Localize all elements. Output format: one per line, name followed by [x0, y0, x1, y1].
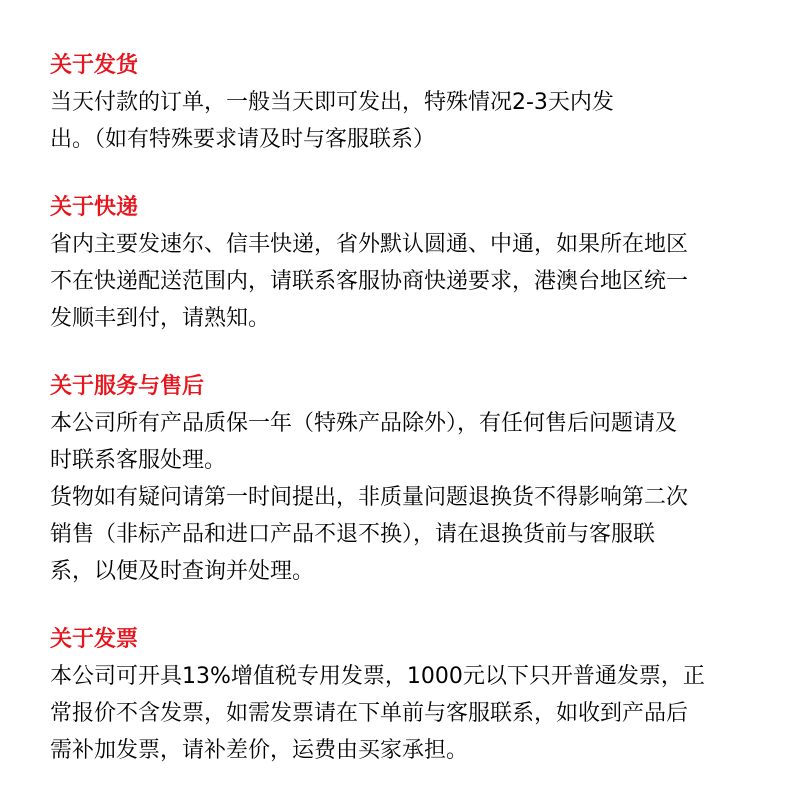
- shipping-section: [50, 48, 760, 158]
- after-sales-section: [50, 369, 760, 590]
- invoice-text-line-1: 本公司可开具13%增值税专用发票，1000元以下只开普通发票，正: [50, 664, 705, 689]
- invoice-heading: 关于发票: [50, 627, 139, 652]
- after-sales-text-line-3: 货物如有疑问请第一时间提出，非质量问题退换货不得影响第二次: [50, 485, 689, 510]
- notice-document: [50, 48, 760, 801]
- courier-text-line-1: 省内主要发速尔、信丰快递，省外默认圆通、中通，如果所在地区: [50, 232, 689, 257]
- invoice-text-line-3: 需补加发票，请补差价，运费由买家承担。: [50, 738, 469, 763]
- courier-section: [50, 190, 760, 337]
- after-sales-text-line-1: 本公司所有产品质保一年（特殊产品除外），有任何售后问题请及: [50, 411, 678, 436]
- invoice-text-line-2: 常报价不含发票，如需发票请在下单前与客服联系，如收到产品后: [50, 701, 689, 726]
- after-sales-heading: 关于服务与售后: [50, 374, 205, 399]
- shipping-text-line-1: 当天付款的订单，一般当天即可发出，特殊情况2-3天内发: [50, 90, 614, 115]
- after-sales-text-line-2: 时联系客服处理。: [50, 448, 227, 473]
- shipping-text-line-2: 出。（如有特殊要求请及时与客服联系）: [50, 127, 436, 152]
- invoice-section: [50, 622, 760, 769]
- shipping-heading: 关于发货: [50, 53, 139, 78]
- courier-heading: 关于快递: [50, 195, 139, 220]
- after-sales-text-line-5: 系，以便及时查询并处理。: [50, 559, 315, 584]
- courier-text-line-2: 不在快递配送范围内，请联系客服协商快递要求，港澳台地区统一: [50, 269, 689, 294]
- after-sales-text-line-4: 销售（非标产品和进口产品不退不换），请在退换货前与客服联: [50, 522, 656, 547]
- courier-text-line-3: 发顺丰到付，请熟知。: [50, 306, 271, 331]
